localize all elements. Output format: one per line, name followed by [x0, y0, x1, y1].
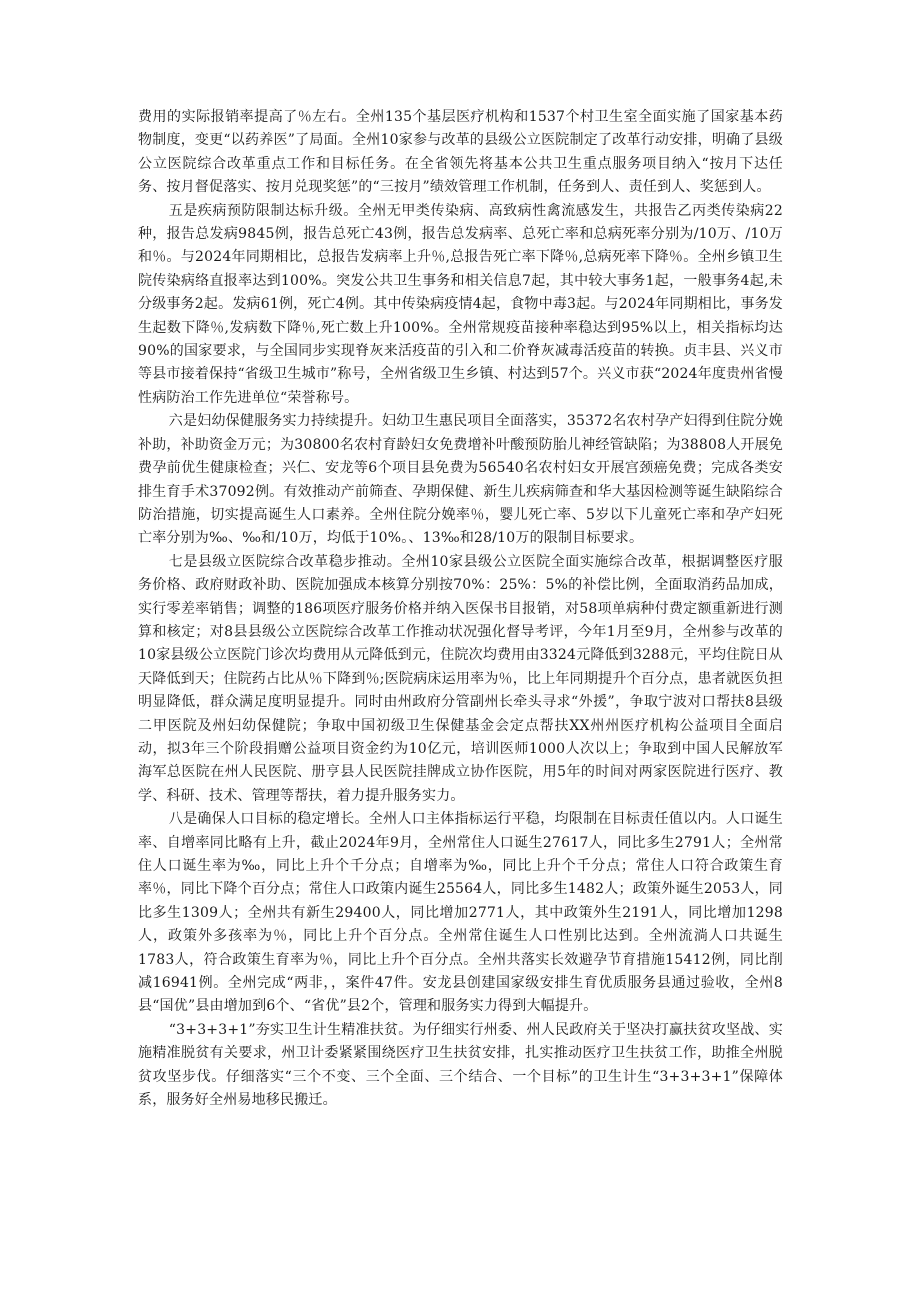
- paragraph-disease-prevention: 五是疾病预防限制达标升级。全州无甲类传染病、高致病性禽流感发生，共报告乙丙类传染病22种，报告总发病9845例，报告总死亡43例，报告总发病率、总死亡率和总病死率分别为/10万、/10万和％。与2024年同期相比，总报告发病率上升％,总报告死亡率下降％,总病死率下降％。全州乡镇卫生院传染病络直报率达到100%。突发公共卫生事务和相关信息7起，其中较大事务1起，一般事务4起,未分级事务2起。发病61例，死亡4例。其中传染病疫情4起，食物中毒3起。与2024年同期相比，事务发生起数下降％,发病数下降％,死亡数上升100%。全州常规疫苗接种率稳达到95%以上，相关指标均达90%的国家要求，与全国同步实现脊灰来活疫苗的引入和二价脊灰减毒活疫苗的转换。贞丰县、兴义市等县市接着保持“省级卫生城市”称号，全州省级卫生乡镇、村达到57个。兴义市获“2024年度贵州省慢性病防治工作先进单位“荣誉称号。: [138, 202, 783, 406]
- paragraph-maternal-child-health: 六是妇幼保健服务实力持续提升。妇幼卫生惠民项目全面落实，35372名农村孕产妇得到住院分娩补助，补助资金万元；为30800名农村育龄妇女免费增补叶酸预防胎儿神经管缺陷；为38808人开展免费孕前优生健康检查；兴仁、安龙等6个项目县免费为56540名农村妇女开展宫颈癌免费；完成各类安排生育手术37092例。有效推动产前筛查、孕期保健、新生儿疾病筛查和华大基因检测等诞生缺陷综合防治措施，切实提高诞生人口素养。全州住院分娩率％，婴儿死亡率、5岁以下儿童死亡率和孕产妇死亡率分别为‰、‰和/10万，均低于10%。、13‰和28/10万的限制目标要求。: [138, 413, 783, 547]
- document-body: [138, 106, 783, 1112]
- paragraph-county-hospital-reform: 七是县级立医院综合改革稳步推动。全州10家县级公立医院全面实施综合改革，根据调整医疗服务价格、政府财政补助、医院加强成本核算分别按70%：25%：5%的补偿比例，全面取消药品加成，实行零差率销售；调整的186项医疗服务价格并纳入医保书目报销，对58项单病种付费定额重新进行测算和核定；对8县县级公立医院综合改革工作推动状况强化督导考评，今年1月至9月，全州参与改革的10家县级公立医院门诊次均费用从元降低到元，住院次均费用由3324元降低到3288元，平均住院日从天降低到天；住院药占比从％下降到％;医院病床运用率为％，比上年同期提升个百分点，患者就医负担明显降低，群众满足度明显提升。同时由州政府分管副州长牵头寻求“外援”，争取宁波对口帮扶8县级二甲医院及州妇幼保健院；争取中国初级卫生保健基金会定点帮扶XX州州医疗机构公益项目全面启动，拟3年三个阶段捐赠公益项目资金约为10亿元，培训医师1000人次以上；争取到中国人民解放军海军总医院在州人民医院、册亨县人民医院挂牌成立协作医院，用5年的时间对两家医院进行医疗、教学、科研、技术、管理等帮扶，着力提升服务实力。: [138, 553, 783, 804]
- paragraph-continuation: 费用的实际报销率提高了％左右。全州135个基层医疗机构和1537个村卫生室全面实施了国家基本药物制度，变更“以药养医”了局面。全州10家参与改革的县级公立医院制定了改革行动安排，明确了县级公立医院综合改革重点工作和目标任务。在全省领先将基本公共卫生重点服务项目纳入“按月下达任务、按月督促落实、按月兑现奖惩”的“三按月”绩效管理工作机制，任务到人、责任到人、奖惩到人。: [138, 109, 783, 196]
- paragraph-population-targets: 八是确保人口目标的稳定增长。全州人口主体指标运行平稳，均限制在目标责任值以内。人口诞生率、自增率同比略有上升，截止2024年9月，全州常住人口诞生27617人，同比多生2791人；全州常住人口诞生率为‰，同比上升个千分点；自增率为‰，同比上升个千分点；常住人口符合政策生育率％，同比下降个百分点；常住人口政策内诞生25564人，同比多生1482人；政策外诞生2053人，同比多生1309人；全州共有新生29400人，同比增加2771人，其中政策外生2191人，同比增加1298人，政策外多孩率为％，同比上升个百分点。全州常住诞生人口性别比达到。全州流淌人口共诞生1783人，符合政策生育率为％，同比上升个百分点。全州共落实长效避孕节育措施15412例，同比削减16941例。全州完成“两非，，案件47件。安龙县创建国家级安排生育优质服务县通过验收，全州8县“国优”县由增加到6个、“省优”县2个，管理和服务实力得到大幅提升。: [138, 811, 783, 1015]
- paragraph-poverty-alleviation: “3+3+3+1”夯实卫生计生精准扶贫。为仔细实行州委、州人民政府关于坚决打赢扶贫攻坚战、实施精准脱贫有关要求，州卫计委紧紧围绕医疗卫生扶贫安排，扎实推动医疗卫生扶贫工作，助推全州脱贫攻坚步伐。仔细落实“三个不变、三个全面、三个结合、一个目标”的卫生计生“3+3+3+1”保障体系，服务好全州易地移民搬迁。: [138, 1021, 783, 1109]
